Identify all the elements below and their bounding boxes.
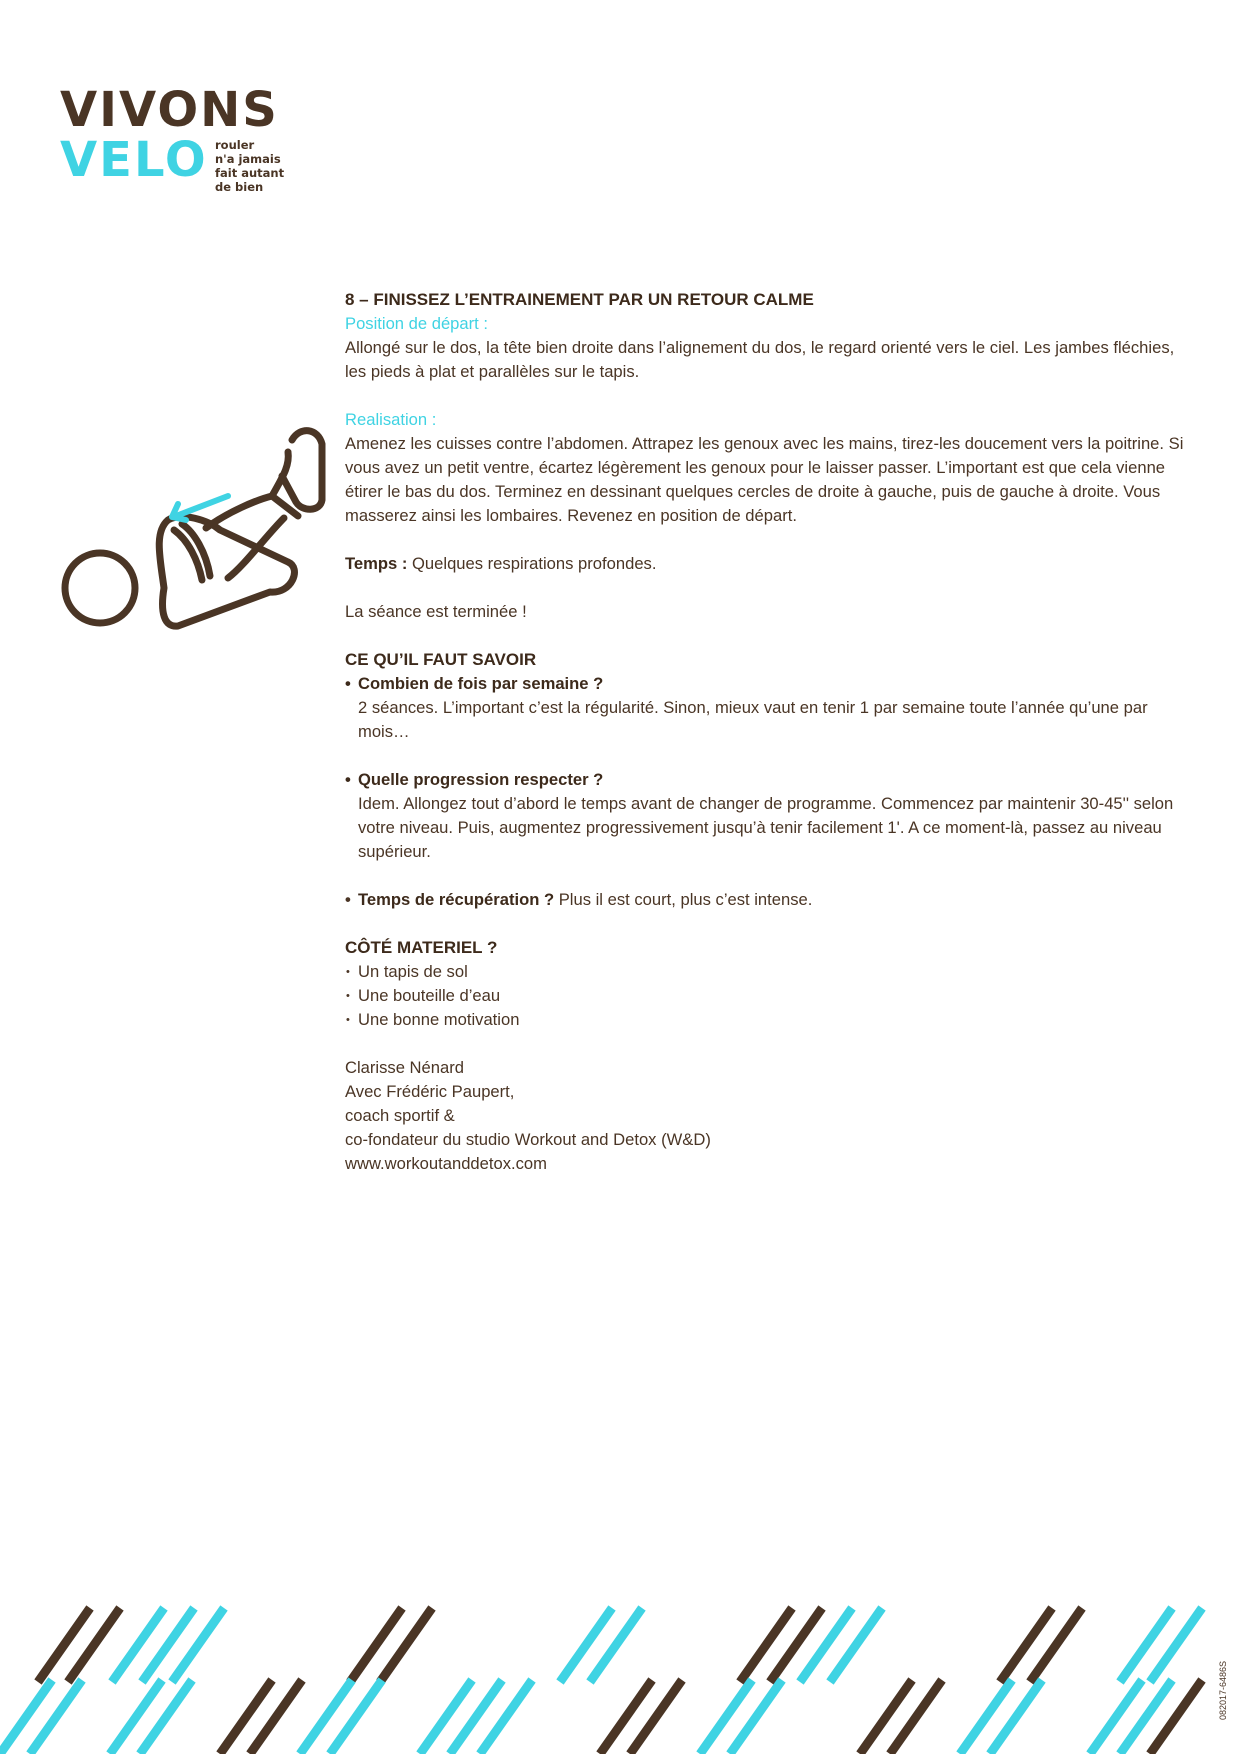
materiel-item: • Une bonne motivation [345, 1008, 1195, 1032]
temps-line [345, 552, 1195, 576]
decorative-stripes [0, 1600, 1241, 1754]
materiel-item: • Une bouteille d’eau [345, 984, 1195, 1008]
tagline-line: rouler [215, 138, 255, 152]
credit-website: www.workoutanddetox.com [345, 1154, 547, 1173]
logo-tagline [215, 138, 284, 194]
article-content [345, 288, 1195, 1176]
question-frequency: • Combien de fois par semaine ? [345, 672, 1195, 696]
recovery-line [345, 888, 1195, 912]
section-title: 8 – FINISSEZ L’ENTRAINEMENT PAR UN RETOUR CALME [345, 290, 814, 309]
savoir-title: CE QU’IL FAUT SAVOIR [345, 650, 537, 669]
realisation-text: Amenez les cuisses contre l’abdomen. Attrapez les genoux avec les mains, tirez-les doucement vers la poitrine. Si vous avez un petit ventre, écartez légèrement les genoux pour le laisser passer. L’important est que cela vienne étirer le bas du dos. Terminez en dessinant quelques cercles de droite à gauche, puis de gauche à droite. Vous masserez ainsi les lombaires. Revenez en position de départ. [345, 434, 1184, 525]
tagline-line: n'a jamais [215, 152, 281, 166]
realisation-label: Realisation : [345, 410, 437, 429]
temps-text: Quelques respirations profondes. [412, 554, 657, 573]
question-recovery: Temps de récupération ? [358, 890, 555, 909]
reference-code: 082017-6486S [1218, 1660, 1228, 1720]
vivons-velo-logo [60, 82, 300, 196]
temps-label: Temps : [345, 554, 408, 573]
materiel-item: • Un tapis de sol [345, 960, 1195, 984]
credit-studio: co-fondateur du studio Workout and Detox (W&D) [345, 1130, 711, 1149]
logo-word-velo: VELO [60, 132, 208, 188]
credit-author: Clarisse Nénard [345, 1058, 464, 1077]
logo-word-vivons: VIVONS [60, 82, 279, 138]
answer-recovery: Plus il est court, plus c’est intense. [558, 890, 813, 909]
answer-frequency: 2 séances. L’important c’est la régularité. Sinon, mieux vaut en tenir 1 par semaine toute l’année qu’une par mois… [358, 698, 1148, 741]
position-text: Allongé sur le dos, la tête bien droite dans l’alignement du dos, le regard orienté vers le ciel. Les jambes fléchies, les pieds à plat et parallèles sur le tapis. [345, 338, 1175, 381]
tagline-line: de bien [215, 180, 264, 194]
materiel-title: CÔTÉ MATERIEL ? [345, 938, 498, 957]
question-progression: • Quelle progression respecter ? [345, 768, 1195, 792]
credit-coach: Avec Frédéric Paupert, [345, 1082, 515, 1101]
answer-progression: Idem. Allongez tout d’abord le temps avant de changer de programme. Commencez par maintenir 30-45'' selon votre niveau. Puis, augmentez progressivement jusqu’à tenir facilement 1'. A ce moment-là, passez au niveau supérieur. [358, 794, 1174, 861]
tagline-line: fait autant [215, 166, 285, 180]
exercise-figure-icon [56, 416, 336, 646]
end-text: La séance est terminée ! [345, 602, 527, 621]
position-label: Position de départ : [345, 314, 488, 333]
credit-role: coach sportif & [345, 1106, 455, 1125]
